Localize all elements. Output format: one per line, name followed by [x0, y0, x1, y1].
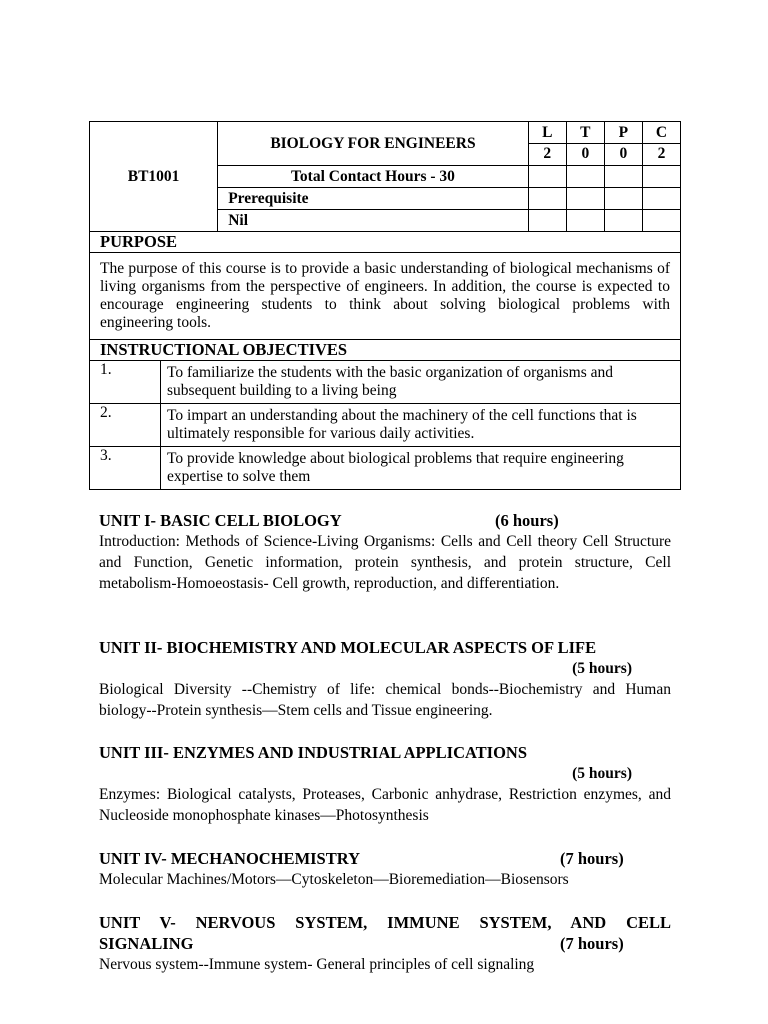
- unit-4: [99, 848, 671, 890]
- unit-title: UNIT II- BIOCHEMISTRY AND MOLECULAR ASPECTS OF LIFE: [99, 638, 597, 657]
- objective-number: 2.: [100, 404, 112, 421]
- unit-title: UNIT I- BASIC CELL BIOLOGY: [99, 511, 342, 530]
- unit-hours: (5 hours): [572, 660, 632, 677]
- unit-3: [99, 742, 671, 826]
- unit-title: UNIT III- ENZYMES AND INDUSTRIAL APPLICATIONS: [99, 743, 528, 762]
- unit-hours: (7 hours): [560, 934, 624, 953]
- unit-5: [99, 912, 671, 975]
- objective-row: [90, 447, 681, 490]
- unit-hours: (7 hours): [560, 849, 624, 868]
- ltpc-c: C 2: [642, 122, 680, 166]
- unit-hours: (6 hours): [495, 511, 559, 530]
- unit-body: Enzymes: Biological catalysts, Proteases, Carbonic anhydrase, Restriction enzymes, and Nucleoside monophosphate kinases—Photosynthesis: [99, 786, 671, 824]
- prerequisite-value: Nil: [218, 210, 529, 232]
- prerequisite-label: Prerequisite: [218, 188, 529, 210]
- objective-row: [90, 361, 681, 404]
- objective-number: 3.: [100, 447, 112, 464]
- ltpc-t: T 0: [566, 122, 604, 166]
- unit-body: Molecular Machines/Motors—Cytoskeleton—Bioremediation—Biosensors: [99, 871, 569, 888]
- unit-2: [99, 637, 671, 721]
- unit-body: Nervous system--Immune system- General principles of cell signaling: [99, 956, 535, 973]
- ltpc-p: P 0: [604, 122, 642, 166]
- unit-title-continued: SIGNALING: [99, 934, 194, 953]
- unit-title: UNIT IV- MECHANOCHEMISTRY: [99, 849, 360, 868]
- objectives-heading: INSTRUCTIONAL OBJECTIVES: [90, 340, 681, 361]
- objective-text: To provide knowledge about biological problems that require engineering expertise to solve them: [161, 447, 681, 489]
- objective-text: To familiarize the students with the basic organization of organisms and subsequent building to a living being: [161, 361, 681, 403]
- course-header-table: [89, 121, 681, 490]
- course-code: BT1001: [90, 122, 218, 232]
- ltpc-l: L 2: [528, 122, 566, 166]
- unit-title: UNIT V- NERVOUS SYSTEM, IMMUNE SYSTEM, AND CELL: [99, 913, 671, 932]
- course-title: BIOLOGY FOR ENGINEERS: [218, 122, 529, 166]
- objective-text: To impart an understanding about the machinery of the cell functions that is ultimately responsible for various daily activities.: [161, 404, 681, 446]
- unit-body: Biological Diversity --Chemistry of life: chemical bonds--Biochemistry and Human biology--Protein synthesis—Stem cells and Tissue engineering.: [99, 681, 671, 719]
- objective-number: 1.: [100, 361, 112, 378]
- total-contact-hours: Total Contact Hours - 30: [218, 166, 529, 188]
- objective-row: [90, 404, 681, 447]
- purpose-heading: PURPOSE: [90, 232, 681, 253]
- purpose-text: The purpose of this course is to provide a basic understanding of biological mechanisms of living organisms from the perspective of engineers. In addition, the course is expected to encourage engineering students to think about solving biological problems with engineering tools.: [90, 253, 681, 340]
- unit-1: [99, 510, 671, 594]
- unit-hours: (5 hours): [572, 765, 632, 782]
- unit-body: Introduction: Methods of Science-Living Organisms: Cells and Cell theory Cell Structure and Function, Genetic information, protein synthesis, and protein structure, Cell metabolism-Homoeostasis- Cell growth, reproduction, and differentiation.: [99, 533, 671, 592]
